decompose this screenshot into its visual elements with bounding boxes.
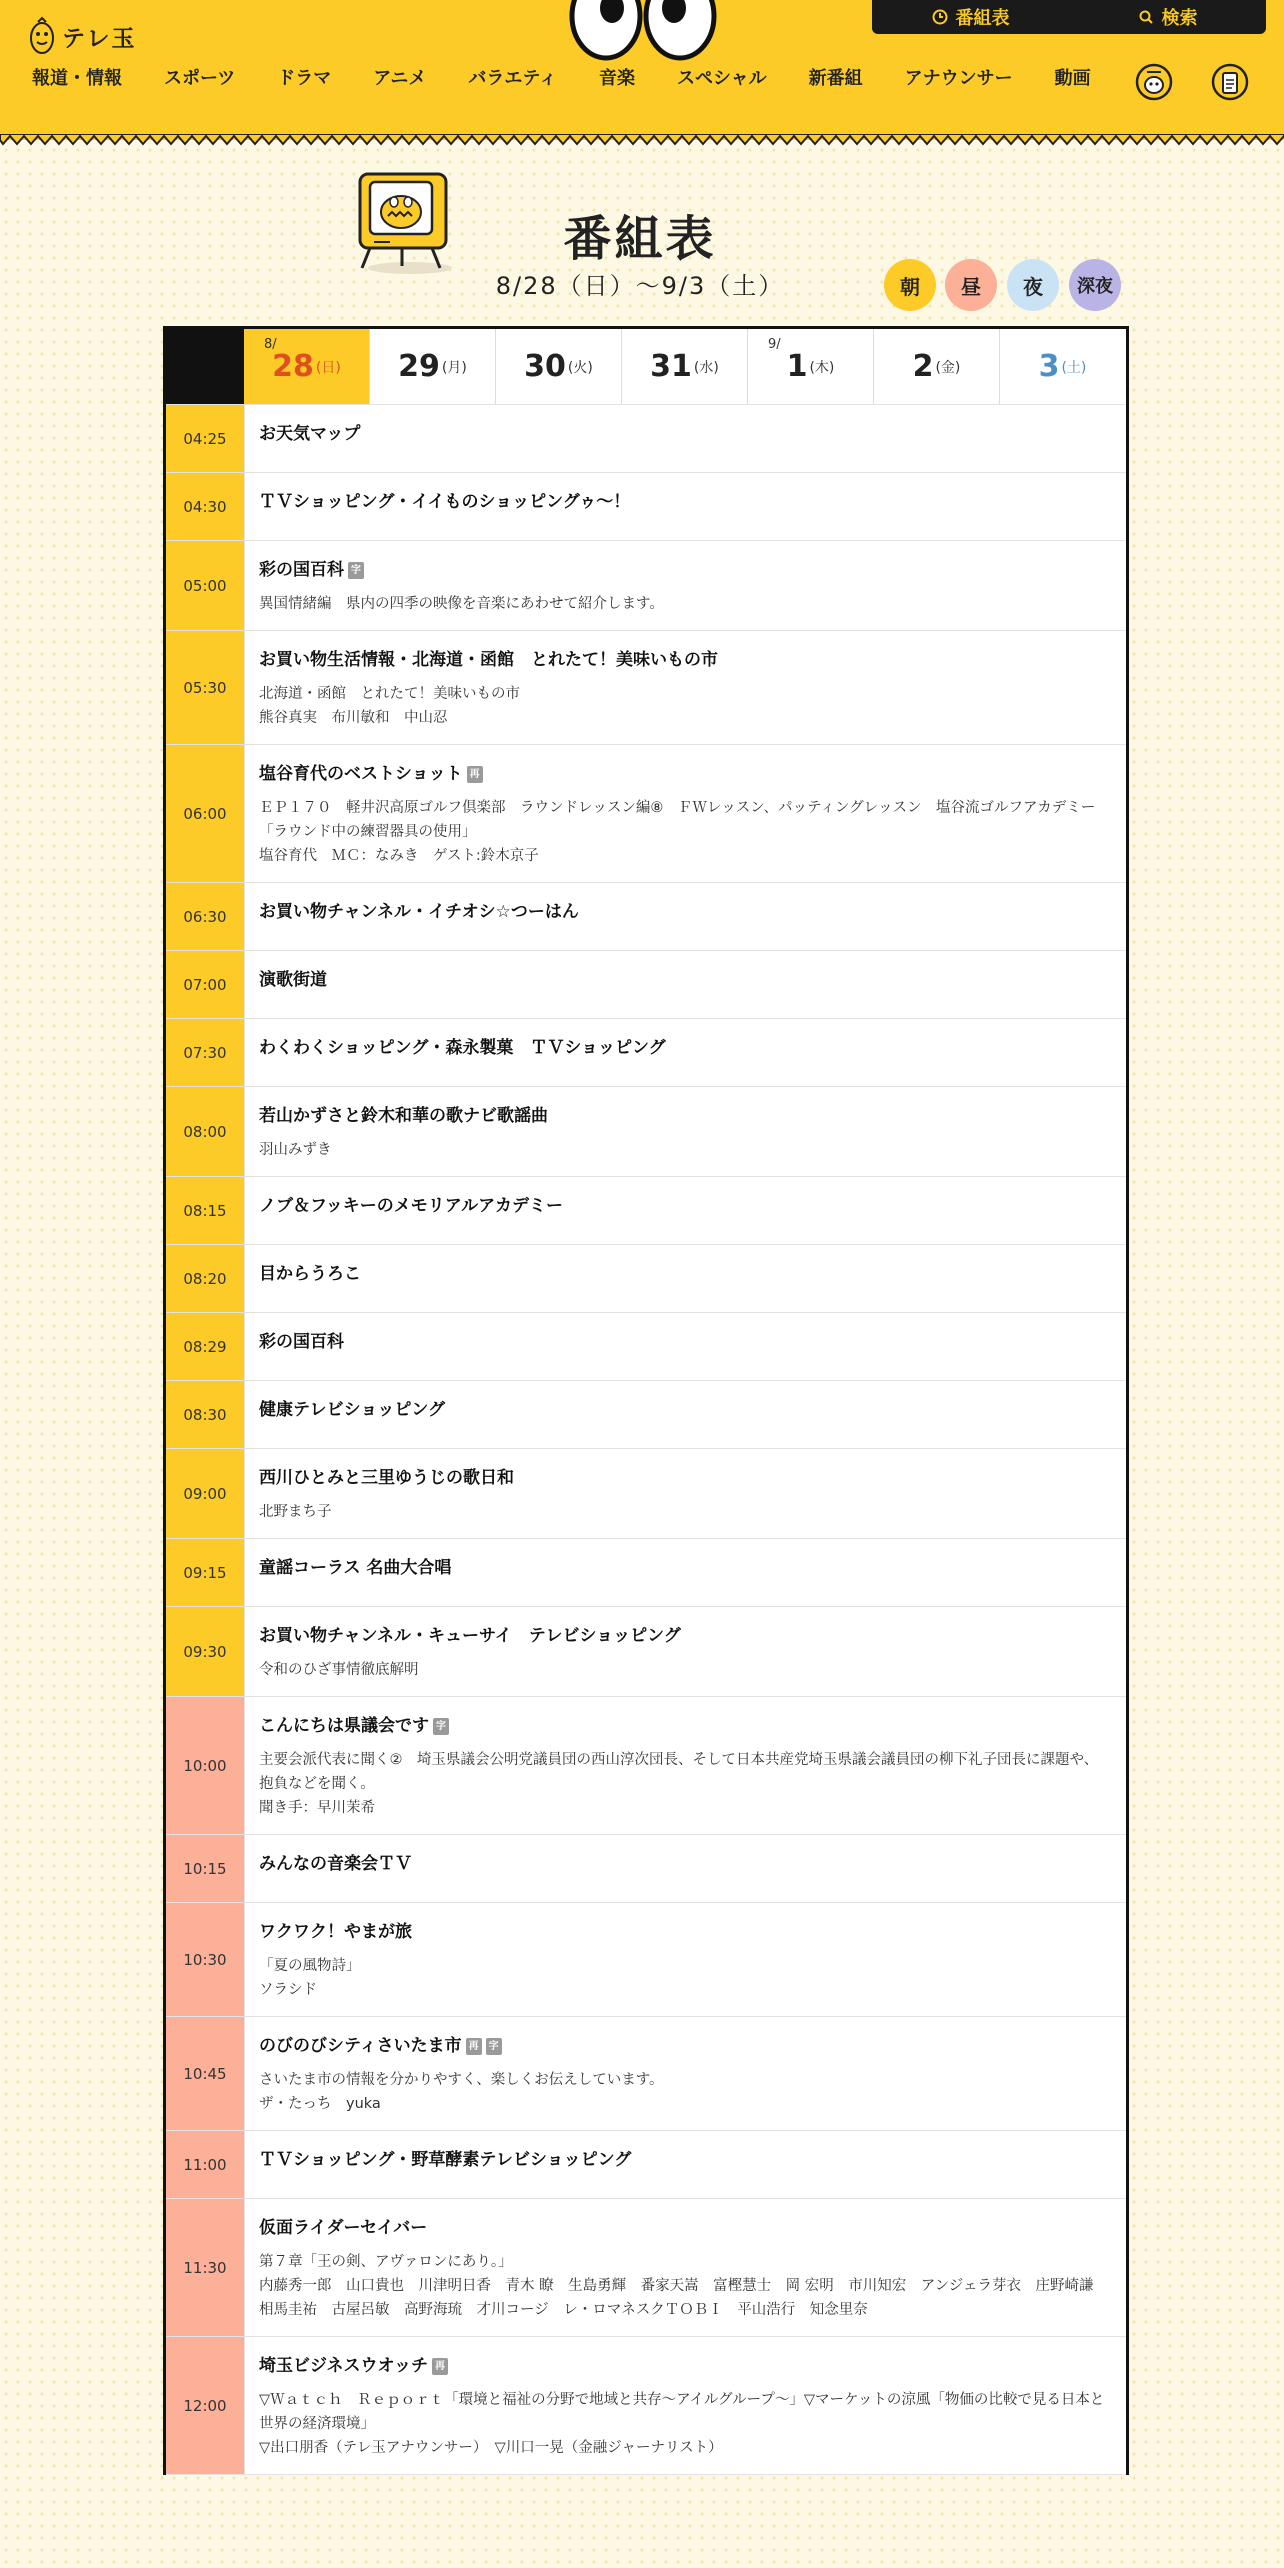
program-description-line: 北野まち子 [259, 1504, 332, 1520]
program-title[interactable]: わくわくショッピング・森永製菓 ＴＶショッピング [259, 1038, 666, 1058]
program-title-line [259, 900, 1112, 924]
program-info [244, 631, 1126, 744]
program-title-line [259, 1624, 1112, 1648]
program-row[interactable] [166, 1539, 1126, 1607]
program-time: 09:30 [166, 1607, 244, 1696]
program-description [259, 1138, 1112, 1162]
program-info [244, 2199, 1126, 2336]
program-title[interactable]: ワクワク！やまが旅 [259, 1922, 412, 1942]
program-row[interactable] [166, 1835, 1126, 1903]
day-weekday: (木) [809, 359, 835, 376]
program-title-line [259, 2216, 1112, 2240]
top-utility-bar [872, 0, 1266, 34]
program-row[interactable] [166, 2017, 1126, 2131]
nav-anime[interactable]: アニメ [373, 68, 427, 89]
nav-videos[interactable]: 動画 [1054, 68, 1091, 89]
program-title[interactable]: 埼玉ビジネスウオッチ [259, 2356, 428, 2376]
day-tab[interactable] [873, 329, 999, 404]
program-row[interactable] [166, 1381, 1126, 1449]
schedule-table [163, 326, 1129, 2475]
program-row[interactable] [166, 1177, 1126, 1245]
program-time: 06:00 [166, 745, 244, 882]
program-description [259, 2388, 1112, 2460]
program-info [244, 1697, 1126, 1834]
day-tabs-corner [166, 329, 244, 404]
program-title-line [259, 1466, 1112, 1490]
program-time: 04:25 [166, 405, 244, 472]
program-title[interactable]: 健康テレビショッピング [259, 1400, 445, 1420]
day-tab[interactable] [621, 329, 747, 404]
program-title[interactable]: ＴＶショッピング・野草酵素テレビショッピング [259, 2150, 632, 2170]
program-info [244, 1381, 1126, 1448]
program-time: 05:30 [166, 631, 244, 744]
program-row[interactable] [166, 1019, 1126, 1087]
program-description [259, 1658, 1112, 1682]
program-guide-label: 番組表 [955, 8, 1010, 29]
program-info [244, 1087, 1126, 1176]
program-time: 10:30 [166, 1903, 244, 2016]
program-time: 07:30 [166, 1019, 244, 1086]
program-info [244, 1607, 1126, 1696]
program-description-line: 聞き手：早川茉希 [259, 1800, 375, 1816]
program-description [259, 682, 1112, 730]
day-weekday: (土) [1061, 359, 1087, 376]
program-info [244, 1019, 1126, 1086]
program-badge: 再 [466, 2038, 482, 2055]
header-zigzag-edge [0, 134, 1284, 148]
day-number: 2 [912, 349, 934, 384]
program-title-line [259, 648, 1112, 672]
program-time: 07:00 [166, 951, 244, 1018]
program-title-line [259, 490, 1112, 514]
program-description [259, 1748, 1112, 1820]
program-time: 08:29 [166, 1313, 244, 1380]
day-tab[interactable] [495, 329, 621, 404]
program-row[interactable] [166, 2337, 1126, 2475]
nav-drama[interactable]: ドラマ [277, 68, 332, 89]
program-title[interactable]: 演歌街道 [259, 970, 327, 990]
program-description-line: ▽出口朋香（テレ玉アナウンサー） ▽川口一晃（金融ジャーナリスト） [259, 2440, 723, 2456]
program-title[interactable]: お天気マップ [259, 424, 361, 444]
program-title[interactable]: こんにちは県議会です [259, 1716, 429, 1736]
program-time: 06:30 [166, 883, 244, 950]
program-time: 08:30 [166, 1381, 244, 1448]
program-title[interactable]: お買い物チャンネル・イチオシ☆つーはん [259, 902, 579, 922]
page-title: 番組表 [563, 211, 717, 267]
program-title[interactable]: 西川ひとみと三里ゆうじの歌日和 [259, 1468, 514, 1488]
program-time: 11:30 [166, 2199, 244, 2336]
program-row[interactable] [166, 1245, 1126, 1313]
day-tab[interactable] [999, 329, 1125, 404]
program-title-line [259, 1852, 1112, 1876]
program-row[interactable] [166, 1697, 1126, 1835]
program-title[interactable]: ノブ＆フッキーのメモリアルアカデミー [259, 1196, 563, 1216]
program-title-line [259, 762, 1112, 786]
program-description-line: 「夏の風物詩」 [259, 1958, 361, 1974]
tod-morning-button[interactable]: 朝 [884, 259, 936, 311]
nav-special[interactable]: スペシャル [676, 68, 767, 89]
program-description [259, 592, 1112, 616]
date-range: 8/28（日）〜9/3（土） [495, 272, 785, 300]
program-time: 08:20 [166, 1245, 244, 1312]
program-description-line: さいたま市の情報を分かりやすく、楽しくお伝えしています。 [259, 2072, 664, 2088]
program-title-line [259, 1398, 1112, 1422]
program-info [244, 473, 1126, 540]
logo-text: テレ玉 [62, 25, 137, 52]
program-info [244, 1539, 1126, 1606]
program-description-line: ザ・たっち yuka [259, 2096, 381, 2112]
program-description-line: 熊谷真実 布川敏和 中山忍 [259, 710, 448, 726]
program-info [244, 1449, 1126, 1538]
program-title-line [259, 1920, 1112, 1944]
program-time: 09:00 [166, 1449, 244, 1538]
tv-mascot-illustration [350, 168, 460, 276]
program-info [244, 2337, 1126, 2474]
program-description [259, 2068, 1112, 2116]
program-badge: 再 [467, 766, 483, 783]
program-row[interactable] [166, 2131, 1126, 2199]
tod-daytime-button[interactable]: 昼 [945, 259, 997, 311]
program-title[interactable]: 童謡コーラス 名曲大合唱 [259, 1558, 452, 1578]
program-time: 08:15 [166, 1177, 244, 1244]
program-info [244, 883, 1126, 950]
day-weekday: (火) [567, 359, 593, 376]
day-number: 30 [524, 349, 566, 384]
program-time: 10:45 [166, 2017, 244, 2130]
program-title-line [259, 1262, 1112, 1286]
day-number: 29 [398, 349, 440, 384]
tod-evening-button[interactable]: 夜 [1007, 259, 1059, 311]
program-row[interactable] [166, 1087, 1126, 1177]
program-time: 04:30 [166, 473, 244, 540]
day-number: 28 [272, 349, 314, 384]
day-tab[interactable] [747, 329, 873, 404]
program-info [244, 2017, 1126, 2130]
program-title-line [259, 422, 1112, 446]
day-tabs [166, 329, 1126, 405]
program-title[interactable]: お買い物チャンネル・キューサイ テレビショッピング [259, 1626, 681, 1646]
nav-new-programs[interactable]: 新番組 [808, 68, 863, 89]
program-description-line: 主要会派代表に聞く② 埼玉県議会公明党議員団の西山淳次団長、そして日本共産党埼玉県議会議員団の柳下礼子団長に課題や、抱負などを聞く。 [259, 1752, 1099, 1792]
program-description-line: ▽Ｗａｔｃｈ Ｒｅｐｏｒｔ「環境と福祉の分野で地域と共存～アイルグループ～」▽マーケットの涼風「物価の比較で見る日本と世界の経済環境」 [259, 2392, 1105, 2432]
program-info [244, 1903, 1126, 2016]
day-month: 9/ [768, 337, 781, 352]
program-title[interactable]: 塩谷育代のベストショット [259, 764, 463, 784]
program-description-line: 異国情緒編 県内の四季の映像を音楽にあわせて紹介します。 [259, 596, 664, 612]
program-row[interactable] [166, 745, 1126, 883]
program-title-line [259, 1556, 1112, 1580]
clock-icon [932, 9, 948, 25]
program-title-line [259, 2034, 1112, 2058]
program-description [259, 1500, 1112, 1524]
program-title-line [259, 1036, 1112, 1060]
site-logo[interactable] [28, 14, 137, 58]
program-list [166, 405, 1126, 2475]
program-row[interactable] [166, 883, 1126, 951]
search-label: 検索 [1161, 8, 1198, 29]
program-description-line: 北海道・函館 とれたて！美味いもの市 [259, 686, 520, 702]
program-title[interactable]: 彩の国百科 [259, 1332, 344, 1352]
program-info [244, 541, 1126, 630]
program-description [259, 796, 1112, 868]
search-icon [1138, 9, 1154, 25]
program-time: 08:00 [166, 1087, 244, 1176]
program-title-line [259, 1330, 1112, 1354]
program-title-line [259, 1194, 1112, 1218]
program-time: 10:15 [166, 1835, 244, 1902]
program-info [244, 1835, 1126, 1902]
program-time: 10:00 [166, 1697, 244, 1834]
program-time: 12:00 [166, 2337, 244, 2474]
program-info [244, 2131, 1126, 2198]
program-description-line: 羽山みずき [259, 1142, 332, 1158]
tele-tama-mascot-icon[interactable] [1134, 62, 1174, 102]
program-info [244, 951, 1126, 1018]
program-description-line: 塩谷育代 ＭＣ：なみき ゲスト:鈴木京子 [259, 848, 539, 864]
site-header [0, 0, 1284, 140]
program-description [259, 1954, 1112, 2002]
program-row[interactable] [166, 631, 1126, 745]
day-tab[interactable] [369, 329, 495, 404]
program-title[interactable]: ＴＶショッピング・イイものショッピングゥ～！ [259, 492, 631, 512]
nav-sports[interactable]: スポーツ [164, 68, 236, 89]
day-weekday: (金) [935, 359, 961, 376]
program-info [244, 1313, 1126, 1380]
program-title[interactable]: お買い物生活情報・北海道・函館 とれたて！美味いもの市 [259, 650, 718, 670]
program-row[interactable] [166, 541, 1126, 631]
program-badge: 字 [486, 2038, 502, 2055]
program-title-line [259, 1714, 1112, 1738]
search-link[interactable] [1069, 0, 1266, 34]
nav-news[interactable]: 報道・情報 [32, 68, 122, 89]
tod-late-night-button[interactable]: 深夜 [1069, 259, 1121, 311]
program-title[interactable]: 目からうろこ [259, 1264, 361, 1284]
program-badge: 再 [432, 2358, 448, 2375]
program-row[interactable] [166, 951, 1126, 1019]
program-title[interactable]: 彩の国百科 [259, 560, 344, 580]
program-badge: 字 [433, 1718, 449, 1735]
app-badge-icon[interactable] [1210, 62, 1250, 102]
nav-variety[interactable]: バラエティ [468, 68, 557, 89]
day-number: 31 [650, 349, 692, 384]
program-title-line [259, 968, 1112, 992]
program-title[interactable]: のびのびシティさいたま市 [259, 2036, 462, 2056]
day-weekday: (日) [315, 359, 341, 376]
day-month: 8/ [264, 337, 277, 352]
nav-music[interactable]: 音楽 [598, 68, 635, 89]
program-row[interactable] [166, 405, 1126, 473]
day-number: 1 [786, 349, 808, 384]
program-info [244, 405, 1126, 472]
mascot-eyes-icon [568, 0, 718, 62]
program-time: 11:00 [166, 2131, 244, 2198]
program-description-line: ＥＰ１７０ 軽井沢高原ゴルフ倶楽部 ラウンドレッスン編⑧ ＦＷレッスン、パッティングレッスン 塩谷流ゴルフアカデミー「ラウンド中の練習器具の使用」 [259, 800, 1096, 840]
program-title-line [259, 1104, 1112, 1128]
program-row[interactable] [166, 473, 1126, 541]
program-row[interactable] [166, 1903, 1126, 2017]
program-title-line [259, 2354, 1112, 2378]
program-info [244, 1177, 1126, 1244]
day-tab[interactable] [244, 329, 369, 404]
program-description [259, 2250, 1112, 2322]
program-info [244, 745, 1126, 882]
nav-announcers[interactable]: アナウンサー [904, 68, 1013, 89]
tele-tama-mascot-icon [28, 16, 56, 56]
program-title-line [259, 2148, 1112, 2172]
program-title[interactable]: みんなの音楽会ＴＶ [259, 1854, 412, 1874]
program-title[interactable]: 若山かずさと鈴木和華の歌ナビ歌謡曲 [259, 1106, 548, 1126]
day-weekday: (月) [441, 359, 467, 376]
program-info [244, 1245, 1126, 1312]
program-description-line: 第７章「王の剣、アヴァロンにあり。」 [259, 2254, 513, 2270]
program-title-line [259, 558, 1112, 582]
program-description-line: 内藤秀一郎 山口貴也 川津明日香 青木 瞭 生島勇輝 番家天嵩 富樫慧士 岡 宏明 市川知宏 アンジェラ芽衣 庄野崎謙 相馬圭祐 古屋呂敏 高野海琉 才川コージ レ・ロマネスクＴＯＢＩ 平山浩行 知念里奈 [259, 2278, 1108, 2318]
program-guide-link[interactable] [872, 0, 1069, 34]
program-row[interactable] [166, 1313, 1126, 1381]
program-description-line: ソラシド [259, 1982, 317, 1998]
program-description-line: 令和のひざ事情徹底解明 [259, 1662, 419, 1678]
program-time: 09:15 [166, 1539, 244, 1606]
main-nav [18, 64, 1091, 90]
day-number: 3 [1038, 349, 1060, 384]
program-time: 05:00 [166, 541, 244, 630]
program-badge: 字 [348, 562, 364, 579]
program-title[interactable]: 仮面ライダーセイバー [259, 2218, 428, 2238]
day-weekday: (水) [693, 359, 719, 376]
program-row[interactable] [166, 1607, 1126, 1697]
program-row[interactable] [166, 2199, 1126, 2337]
program-row[interactable] [166, 1449, 1126, 1539]
